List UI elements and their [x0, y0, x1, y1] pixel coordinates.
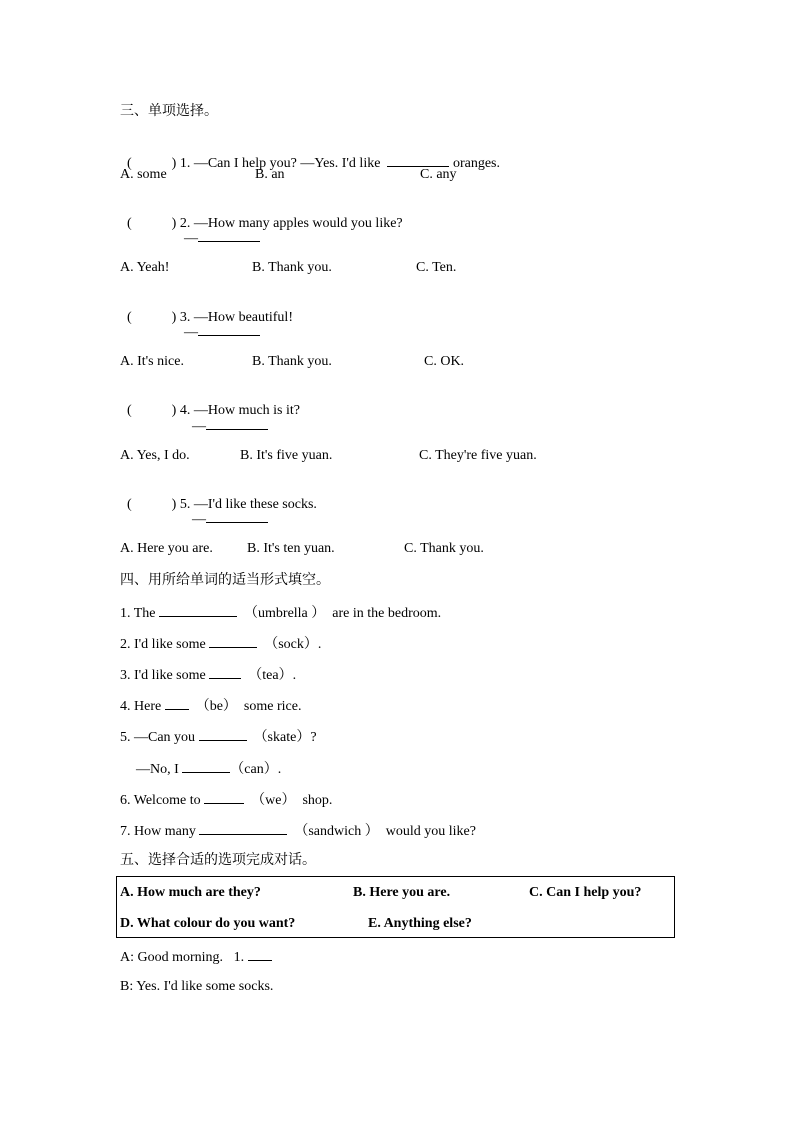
q5-answer-line	[192, 509, 268, 529]
q2-option-c[interactable]: C. Ten.	[416, 260, 457, 275]
fill-blank[interactable]	[165, 696, 189, 710]
fill-hint: （tea）	[248, 668, 293, 683]
dash: —	[192, 512, 206, 527]
question-4	[120, 384, 300, 420]
dialogue-option-c[interactable]: C. Can I help you?	[529, 885, 642, 900]
fill-item-5b	[136, 759, 281, 779]
question-text: —I'd like these socks.	[193, 497, 317, 512]
fill-item-3	[120, 665, 296, 685]
fill-blank[interactable]	[159, 603, 237, 617]
close-paren: )	[171, 156, 177, 171]
open-paren: (	[127, 310, 132, 325]
fill-text-end: some rice.	[243, 699, 302, 714]
dash: —	[184, 325, 198, 340]
dash: —	[184, 231, 198, 246]
question-text: —How beautiful!	[193, 310, 293, 325]
answer-blank[interactable]	[206, 509, 268, 523]
fill-text: 6. Welcome to	[120, 793, 201, 808]
open-paren: (	[127, 156, 132, 171]
fill-text: 5. —Can you	[120, 730, 196, 745]
fill-blank[interactable]	[182, 759, 230, 773]
close-paren: )	[171, 403, 177, 418]
q3-option-b[interactable]: B. Thank you.	[252, 354, 332, 369]
dialogue-option-d[interactable]: D. What colour do you want?	[120, 916, 296, 931]
close-paren: )	[171, 310, 177, 325]
fill-text-end: are in the bedroom.	[332, 606, 442, 621]
dialogue-blank[interactable]	[248, 947, 272, 961]
fill-text-end: would you like?	[385, 824, 476, 839]
options-box	[116, 876, 675, 938]
fill-hint: （can）	[230, 762, 278, 777]
question-text: —How many apples would you like?	[193, 216, 403, 231]
fill-hint: （we）	[251, 793, 296, 808]
q4-answer-line	[192, 416, 268, 436]
fill-blank[interactable]	[199, 821, 287, 835]
open-paren: (	[127, 403, 132, 418]
q4-option-c[interactable]: C. They're five yuan.	[419, 448, 537, 463]
q2-option-a[interactable]: A. Yeah!	[120, 260, 170, 275]
fill-blank[interactable]	[209, 665, 241, 679]
fill-blank[interactable]	[209, 634, 257, 648]
fill-text-end: .	[292, 668, 297, 683]
q3-option-c[interactable]: C. OK.	[424, 354, 465, 369]
section-3-title: 三、单项选择。	[120, 103, 218, 119]
q2-answer-line	[184, 228, 260, 248]
q5-option-b[interactable]: B. It's ten yuan.	[247, 541, 335, 556]
fill-text: 3. I'd like some	[120, 668, 206, 683]
open-paren: (	[127, 497, 132, 512]
fill-text-end: ?	[310, 730, 317, 745]
q5-option-c[interactable]: C. Thank you.	[404, 541, 484, 556]
fill-item-7	[120, 821, 476, 841]
question-number: 4.	[179, 403, 191, 418]
section-4-title: 四、用所给单词的适当形式填空。	[120, 572, 330, 588]
open-paren: (	[127, 216, 132, 231]
fill-hint: （umbrella ）	[244, 606, 326, 621]
q3-answer-line	[184, 322, 260, 342]
question-text: —How much is it?	[193, 403, 300, 418]
q1-option-b[interactable]: B. an	[255, 167, 285, 182]
fill-text: 7. How many	[120, 824, 196, 839]
close-paren: )	[171, 497, 177, 512]
dash: —	[192, 419, 206, 434]
fill-text-end: .	[277, 762, 282, 777]
fill-text: 4. Here	[120, 699, 162, 714]
fill-item-2	[120, 634, 321, 654]
q4-option-a[interactable]: A. Yes, I do.	[120, 448, 190, 463]
fill-hint: （be）	[195, 699, 237, 714]
answer-blank[interactable]	[198, 228, 260, 242]
fill-text: 2. I'd like some	[120, 637, 206, 652]
question-number: 1.	[179, 156, 191, 171]
dialogue-text: A: Good morning.	[120, 950, 224, 965]
answer-blank[interactable]	[198, 322, 260, 336]
q4-option-b[interactable]: B. It's five yuan.	[240, 448, 333, 463]
fill-item-5	[120, 727, 317, 747]
q1-option-a[interactable]: A. some	[120, 167, 167, 182]
question-number: 2.	[179, 216, 191, 231]
section-5-title: 五、选择合适的选项完成对话。	[120, 852, 316, 868]
dialogue-line-1	[120, 947, 272, 967]
dialogue-option-b[interactable]: B. Here you are.	[353, 885, 451, 900]
dialogue-option-a[interactable]: A. How much are they?	[120, 885, 261, 900]
q5-option-a[interactable]: A. Here you are.	[120, 541, 213, 556]
fill-hint: （sandwich ）	[294, 824, 379, 839]
close-paren: )	[171, 216, 177, 231]
question-2	[120, 197, 403, 233]
dialogue-option-e[interactable]: E. Anything else?	[368, 916, 472, 931]
fill-hint: （skate）	[253, 730, 311, 745]
dialogue-blank-number: 1.	[233, 950, 245, 965]
fill-item-4	[120, 696, 301, 716]
fill-blank[interactable]	[204, 790, 244, 804]
fill-item-6	[120, 790, 332, 810]
fill-blank[interactable]	[199, 727, 247, 741]
fill-text: —No, I	[136, 762, 179, 777]
q2-option-b[interactable]: B. Thank you.	[252, 260, 332, 275]
question-number: 5.	[179, 497, 191, 512]
question-number: 3.	[179, 310, 191, 325]
question-text: —Can I help you? —Yes. I'd like	[193, 156, 381, 171]
fill-text-end: .	[317, 637, 322, 652]
question-text-end: oranges.	[452, 156, 500, 171]
fill-text-end: shop.	[302, 793, 333, 808]
fill-text: 1. The	[120, 606, 156, 621]
answer-blank[interactable]	[387, 153, 449, 167]
fill-hint: （sock）	[264, 637, 318, 652]
q1-option-c[interactable]: C. any	[420, 167, 457, 182]
dialogue-line-2: B: Yes. I'd like some socks.	[120, 979, 274, 994]
q3-option-a[interactable]: A. It's nice.	[120, 354, 184, 369]
answer-blank[interactable]	[206, 416, 268, 430]
fill-item-1	[120, 603, 441, 623]
